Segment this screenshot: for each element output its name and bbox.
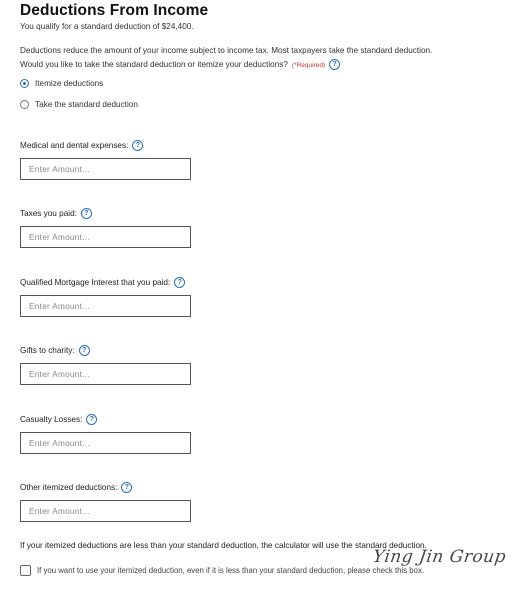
deduction-question	[20, 58, 515, 73]
help-icon[interactable]: ?	[79, 345, 90, 356]
radio-unchecked-icon[interactable]	[20, 100, 29, 109]
radio-checked-icon[interactable]	[20, 79, 29, 88]
mortgage-interest-label	[20, 277, 185, 288]
radio-standard[interactable]	[20, 100, 138, 109]
taxes-paid-input[interactable]	[20, 226, 191, 248]
field-label-text: Qualified Mortgage Interest that you paid:	[20, 278, 171, 287]
help-icon[interactable]: ?	[81, 208, 92, 219]
help-icon[interactable]: ?	[329, 59, 340, 70]
field-label-text: Gifts to charity:	[20, 346, 75, 355]
help-icon[interactable]: ?	[86, 414, 97, 425]
casualty-losses-label	[20, 414, 97, 425]
radio-standard-label: Take the standard deduction	[35, 100, 138, 109]
watermark: Ying Jin Group	[371, 547, 508, 567]
field-label-text: Medical and dental expenses:	[20, 141, 129, 150]
mortgage-interest-input[interactable]	[20, 295, 191, 317]
field-label-text: Other itemized deductions:	[20, 483, 118, 492]
standard-deduction-subtitle: You qualify for a standard deduction of $24,400.	[20, 22, 194, 31]
other-deductions-input[interactable]	[20, 500, 191, 522]
taxes-paid-label	[20, 208, 92, 219]
medical-expenses-label	[20, 140, 143, 151]
radio-itemize-label: Itemize deductions	[35, 79, 104, 88]
required-note: (*Required)	[291, 62, 326, 69]
gifts-to-charity-input[interactable]	[20, 363, 191, 385]
medical-expenses-input[interactable]	[20, 158, 191, 180]
field-label-text: Casualty Losses:	[20, 415, 83, 424]
force-itemize-label: If you want to use your itemized deduction, even if it is less than your standard deduction, please check this box.	[37, 566, 425, 575]
question-text: Would you like to take the standard deduction or itemize your deductions?	[20, 60, 288, 69]
casualty-losses-input[interactable]	[20, 432, 191, 454]
help-icon[interactable]: ?	[132, 140, 143, 151]
standard-deduction-note: If your itemized deductions are less than your standard deduction, the calculator will use the standard deduction.	[20, 541, 427, 550]
help-icon[interactable]: ?	[121, 482, 132, 493]
other-deductions-label	[20, 482, 132, 493]
field-label-text: Taxes you paid:	[20, 209, 77, 218]
page-title: Deductions From Income	[20, 2, 209, 19]
gifts-to-charity-label	[20, 345, 90, 356]
force-itemize-checkbox[interactable]	[20, 565, 31, 576]
force-itemize-row[interactable]	[20, 565, 424, 576]
intro-text	[20, 44, 515, 73]
radio-itemize[interactable]	[20, 79, 103, 88]
help-icon[interactable]: ?	[174, 277, 185, 288]
intro-line: Deductions reduce the amount of your income subject to income tax. Most taxpayers take the standard deduction.	[20, 46, 433, 55]
